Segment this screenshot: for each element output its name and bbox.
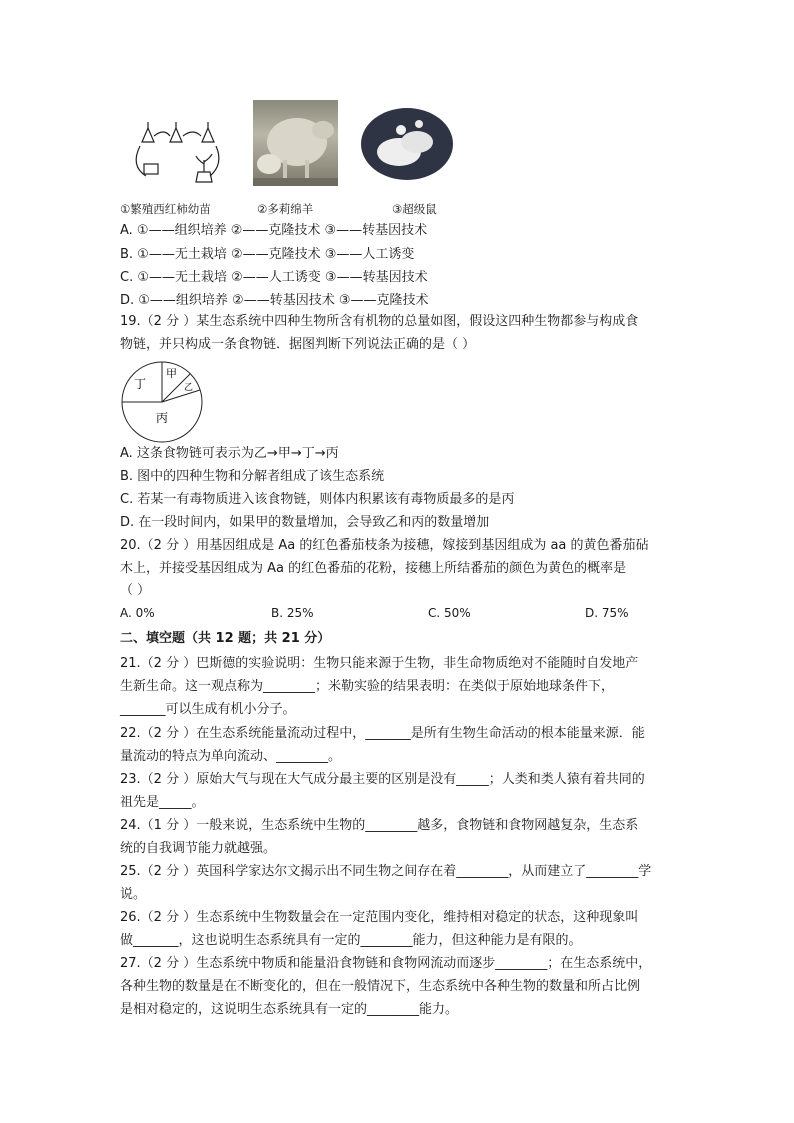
pie-label-yi: 乙 xyxy=(184,383,194,393)
q19-stem-line-1: 19.（2 分 ）某生态系统中四种生物所含有机物的总量如图，假设这四种生物都参与构成食 xyxy=(120,314,639,329)
super-mouse-photo xyxy=(361,108,453,180)
q18-option-a: A. ①——组织培养 ②——克隆技术 ③——转基因技术 xyxy=(120,223,428,238)
dolly-sheep-photo xyxy=(253,100,338,186)
organic-matter-pie-chart xyxy=(120,360,204,444)
q19-option-d: D. 在一段时间内，如果甲的数量增加，会导致乙和丙的数量增加 xyxy=(120,515,490,530)
q20-option-a: A. 0% xyxy=(120,606,155,620)
q18-option-d: D. ①——组织培养 ②——转基因技术 ③——克隆技术 xyxy=(120,293,429,308)
section-heading-fill-in: 二、填空题（共 12 题；共 21 分） xyxy=(120,631,331,646)
q25-line-1: 25.（2 分 ）英国科学家达尔文揭示出不同生物之间存在着________，从而建立了________学 xyxy=(120,864,652,879)
q19-option-c: C. 若某一有毒物质进入该食物链，则体内积累该有毒物质最多的是丙 xyxy=(120,492,515,507)
q21-line-2: 生新生命。这一观点称为________；米勒实验的结果表明：在类似于原始地球条件下， xyxy=(120,679,615,694)
q19-option-b: B. 图中的四种生物和分解者组成了该生态系统 xyxy=(120,469,385,484)
q20-option-b: B. 25% xyxy=(271,606,314,620)
pie-label-bing: 丙 xyxy=(156,411,169,425)
tomato-tissue-culture-illustration xyxy=(128,120,228,190)
q18-option-b: B. ①——无土栽培 ②——克隆技术 ③——人工诱变 xyxy=(120,247,415,262)
q22-line-1: 22.（2 分 ）在生态系统能量流动过程中，_______是所有生物生命活动的根本能量来源．能 xyxy=(120,726,645,741)
q20-option-c: C. 50% xyxy=(428,606,471,620)
q27-line-1: 27.（2 分 ）生态系统中物质和能量沿食物链和食物网流动而逐步________；在生态系统中， xyxy=(120,956,652,971)
q23-line-2: 祖先是_____。 xyxy=(120,795,205,810)
q21-line-3: _______可以生成有机小分子。 xyxy=(120,702,296,717)
q26-line-2: 做_______，这也说明生态系统具有一定的________能力，但这种能力是有限的。 xyxy=(120,933,582,948)
q24-line-2: 统的自我调节能力就越强。 xyxy=(120,841,277,856)
q19-stem-line-2: 物链，并只构成一条食物链．据图判断下列说法正确的是（ ） xyxy=(120,337,476,352)
q26-line-1: 26.（2 分 ）生态系统中生物数量会在一定范围内变化，维持相对稳定的状态，这种现象叫 xyxy=(120,910,639,925)
q24-line-1: 24.（1 分 ）一般来说，生态系统中生物的________越多，食物链和食物网越复杂，生态系 xyxy=(120,818,639,833)
q23-line-1: 23.（2 分 ）原始大气与现在大气成分最主要的区别是没有_____；人类和类人猿有着共同的 xyxy=(120,772,645,787)
q19-option-a: A. 这条食物链可表示为乙→甲→丁→丙 xyxy=(120,446,339,461)
q27-line-3: 是相对稳定的，这说明生态系统具有一定的________能力。 xyxy=(120,1002,459,1017)
q20-stem-line-3: （ ） xyxy=(120,583,151,598)
pie-label-ding: 丁 xyxy=(134,377,147,391)
q20-stem-line-1: 20.（2 分 ）用基因组成是 Aa 的红色番茄枝条为接穗，嫁接到基因组成为 aa 的黄色番茄砧 xyxy=(120,538,649,553)
pie-label-jia: 甲 xyxy=(166,367,177,380)
q20-stem-line-2: 木上，并接受基因组成为 Aa 的红色番茄的花粉，接穗上所结番茄的颜色为黄色的概率是 xyxy=(120,561,627,576)
q25-line-2: 说。 xyxy=(120,887,147,902)
q18-option-c: C. ①——无土栽培 ②——人工诱变 ③——转基因技术 xyxy=(120,270,428,285)
q21-line-1: 21.（2 分 ）巴斯德的实验说明：生物只能来源于生物，非生命物质绝对不能随时自发地产 xyxy=(120,656,639,671)
q27-line-2: 各种生物的数量是在不断变化的，但在一般情况下，生态系统中各种生物的数量和所占比例 xyxy=(120,979,641,994)
image-caption-sheep: ②多莉绵羊 xyxy=(257,202,314,216)
image-caption-tomato: ①繁殖西红柿幼苗 xyxy=(120,202,211,216)
q22-line-2: 量流动的特点为单向流动、________。 xyxy=(120,749,342,764)
q20-option-d: D. 75% xyxy=(585,606,629,620)
image-caption-mouse: ③超级鼠 xyxy=(392,202,437,216)
